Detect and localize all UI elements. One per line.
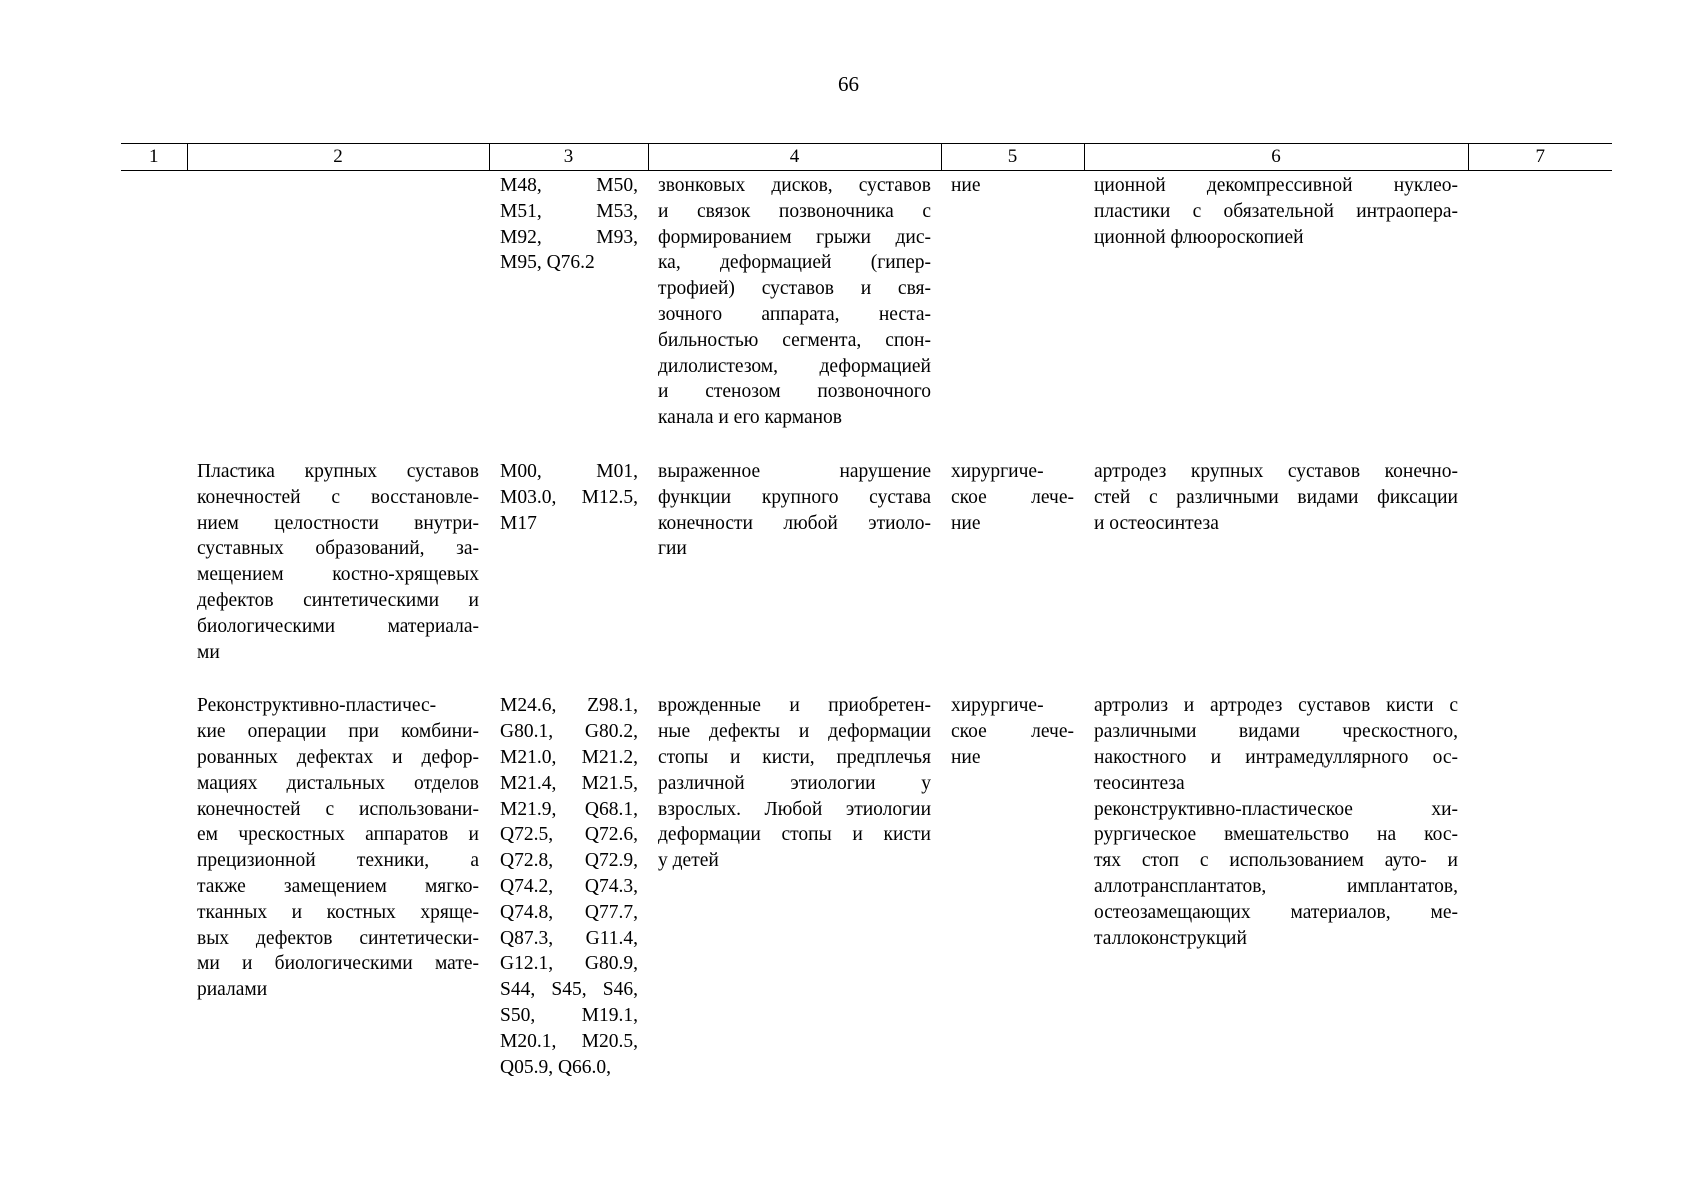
cell-text-line: ние — [951, 746, 981, 768]
row-spacer — [121, 431, 1612, 457]
cell-text-line: суставных образований, за- — [197, 538, 479, 560]
cell-text-line: Q74.2, Q74.3, — [500, 875, 638, 897]
table-cell-col4 — [648, 691, 941, 1080]
page-number: 66 — [838, 72, 859, 96]
table-cell-col1 — [121, 691, 187, 1080]
row-spacer-cell — [121, 665, 1612, 691]
cell-text-line: артродез крупных суставов конечно- — [1094, 460, 1458, 482]
cell-text-line: взрослых. Любой этиологии — [658, 798, 931, 820]
column-header-1: 1 — [121, 144, 187, 171]
cell-text-line: G80.1, G80.2, — [500, 721, 638, 743]
cell-text-line: ционной декомпрессивной нуклео- — [1094, 175, 1458, 196]
table-cell-col1 — [121, 171, 187, 431]
cell-text-line: конечностей с восстановле- — [197, 486, 479, 508]
cell-text-line: формированием грыжи дис- — [658, 226, 931, 248]
cell-text-line: пластики с обязательной интраопера- — [1094, 200, 1458, 222]
cell-text-line: прецизионной техники, а — [197, 850, 479, 872]
cell-text-line: дилолистезом, деформацией — [658, 355, 931, 377]
cell-text-line: теосинтеза — [1094, 772, 1185, 794]
table-body — [121, 171, 1612, 1081]
table-cell-col3 — [489, 457, 648, 665]
cell-text-line: Q74.8, Q77.7, — [500, 901, 638, 923]
cell-text-line: различной этиологии у — [658, 772, 931, 794]
cell-text-line: рованных дефектах и дефор- — [197, 746, 479, 768]
column-header-3: 3 — [489, 144, 648, 171]
cell-text-line: M21.9, Q68.1, — [500, 798, 638, 820]
cell-text-line: стопы и кисти, предплечья — [658, 746, 931, 768]
cell-text-line: ные дефекты и деформации — [658, 721, 931, 743]
table-cell-col1 — [121, 457, 187, 665]
cell-text-line: ское лече- — [951, 486, 1074, 508]
table-cell-col5 — [941, 171, 1084, 431]
cell-text-line: Q72.5, Q72.6, — [500, 824, 638, 846]
cell-text-line: ем чрескостных аппаратов и — [197, 824, 479, 846]
cell-text-line: стей с различными видами фиксации — [1094, 486, 1458, 508]
cell-text-line: Пластика крупных суставов — [197, 460, 479, 482]
cell-text-line: M48, M50, — [500, 175, 638, 196]
cell-text-line: ционной флюороскопией — [1094, 226, 1304, 248]
cell-text-line: зочного аппарата, неста- — [658, 303, 931, 325]
cell-text-line: деформации стопы и кисти — [658, 824, 931, 846]
cell-text-line: Q72.8, Q72.9, — [500, 850, 638, 872]
table-cell-col2 — [187, 691, 489, 1080]
cell-text-line: M92, M93, — [500, 226, 638, 248]
cell-text-line: M51, M53, — [500, 200, 638, 222]
cell-text-line: различными видами чрескостного, — [1094, 721, 1458, 743]
cell-text-line: бильностью сегмента, спон- — [658, 329, 931, 351]
cell-text-line: артролиз и артродез суставов кисти с — [1094, 695, 1458, 717]
column-header-4: 4 — [648, 144, 941, 171]
cell-text-line: также замещением мягко- — [197, 875, 479, 897]
column-header-7: 7 — [1468, 144, 1612, 171]
table-cell-col4 — [648, 171, 941, 431]
cell-text-line: таллоконструкций — [1094, 927, 1247, 949]
cell-text-line: вых дефектов синтетически- — [197, 927, 479, 949]
cell-text-line: конечностей с использовани- — [197, 798, 479, 820]
cell-text-line: M00, M01, — [500, 460, 638, 482]
cell-text-line: мациях дистальных отделов — [197, 772, 479, 794]
cell-text-line: нием целостности внутри- — [197, 512, 479, 534]
cell-text-line: тканных и костных хряще- — [197, 901, 479, 923]
cell-text-line: биологическими материала- — [197, 615, 479, 637]
column-header-2: 2 — [187, 144, 489, 171]
cell-text-line: конечности любой этиоло- — [658, 512, 931, 534]
cell-text-line: канала и его карманов — [658, 407, 843, 429]
cell-text-line: Q87.3, G11.4, — [500, 927, 638, 949]
cell-text-line: M03.0, M12.5, — [500, 486, 638, 508]
cell-text-line: хирургиче- — [951, 460, 1044, 482]
cell-text-line: S50, M19.1, — [500, 1004, 638, 1026]
table-cell-col5 — [941, 691, 1084, 1080]
table-cell-col6 — [1084, 691, 1468, 1080]
cell-text-line: врожденные и приобретен- — [658, 695, 931, 717]
cell-text-line: Реконструктивно-пластичес- — [197, 695, 437, 717]
cell-text-line: M17 — [500, 512, 537, 534]
table-cell-col4 — [648, 457, 941, 665]
cell-text-line: гии — [658, 538, 687, 560]
cell-text-line: звонковых дисков, суставов — [658, 175, 931, 196]
cell-text-line: M20.1, M20.5, — [500, 1030, 638, 1052]
table-cell-col7 — [1468, 171, 1612, 431]
cell-text-line: риалами — [197, 979, 268, 1001]
cell-text-line: трофией) суставов и свя- — [658, 278, 931, 300]
cell-text-line: ние — [951, 175, 981, 196]
document-table — [121, 143, 1612, 1080]
table-cell-col6 — [1084, 457, 1468, 665]
table-row — [121, 691, 1612, 1080]
cell-text-line: M95, Q76.2 — [500, 252, 595, 274]
table-row — [121, 457, 1612, 665]
cell-text-line: остеозамещающих материалов, ме- — [1094, 901, 1458, 923]
cell-text-line: дефектов синтетическими и — [197, 589, 479, 611]
cell-text-line: рургическое вмешательство на кос- — [1094, 824, 1458, 846]
cell-text-line: хирургиче- — [951, 695, 1044, 717]
cell-text-line: функции крупного сустава — [658, 486, 931, 508]
table-cell-col5 — [941, 457, 1084, 665]
table-row — [121, 171, 1612, 431]
cell-text-line: M24.6, Z98.1, — [500, 695, 638, 717]
header-row — [121, 144, 1612, 171]
cell-text-line: и остеосинтеза — [1094, 512, 1219, 534]
cell-text-line: ское лече- — [951, 721, 1074, 743]
cell-text-line: выраженное нарушение — [658, 460, 931, 482]
cell-text-line: тях стоп с использованием ауто- и — [1094, 850, 1458, 872]
cell-text-line: M21.4, M21.5, — [500, 772, 638, 794]
table-header — [121, 144, 1612, 171]
table-cell-col6 — [1084, 171, 1468, 431]
cell-text-line: G12.1, G80.9, — [500, 953, 638, 975]
cell-text-line: ми и биологическими мате- — [197, 953, 479, 975]
table-cell-col2 — [187, 171, 489, 431]
cell-text-line: аллотрансплантатов, имплантатов, — [1094, 875, 1458, 897]
table-cell-col2 — [187, 457, 489, 665]
cell-text-line: и связок позвоночника с — [658, 200, 931, 222]
column-header-5: 5 — [941, 144, 1084, 171]
cell-text-line: реконструктивно-пластическое хи- — [1094, 798, 1458, 820]
cell-text-line: ми — [197, 641, 220, 663]
cell-text-line: ка, деформацией (гипер- — [658, 252, 931, 274]
cell-text-line: кие операции при комбини- — [197, 721, 479, 743]
table-cell-col3 — [489, 171, 648, 431]
cell-text-line: M21.0, M21.2, — [500, 746, 638, 768]
cell-text-line: у детей — [658, 850, 719, 872]
cell-text-line: ние — [951, 512, 981, 534]
table-cell-col3 — [489, 691, 648, 1080]
cell-text-line: и стенозом позвоночного — [658, 381, 931, 403]
column-header-6: 6 — [1084, 144, 1468, 171]
row-spacer — [121, 665, 1612, 691]
cell-text-line: накостного и интрамедуллярного ос- — [1094, 746, 1458, 768]
cell-text-line: S44, S45, S46, — [500, 979, 638, 1001]
cell-text-line: мещением костно-хрящевых — [197, 564, 479, 586]
table-cell-col7 — [1468, 457, 1612, 665]
cell-text-line: Q05.9, Q66.0, — [500, 1056, 612, 1078]
table-cell-col7 — [1468, 691, 1612, 1080]
row-spacer-cell — [121, 431, 1612, 457]
